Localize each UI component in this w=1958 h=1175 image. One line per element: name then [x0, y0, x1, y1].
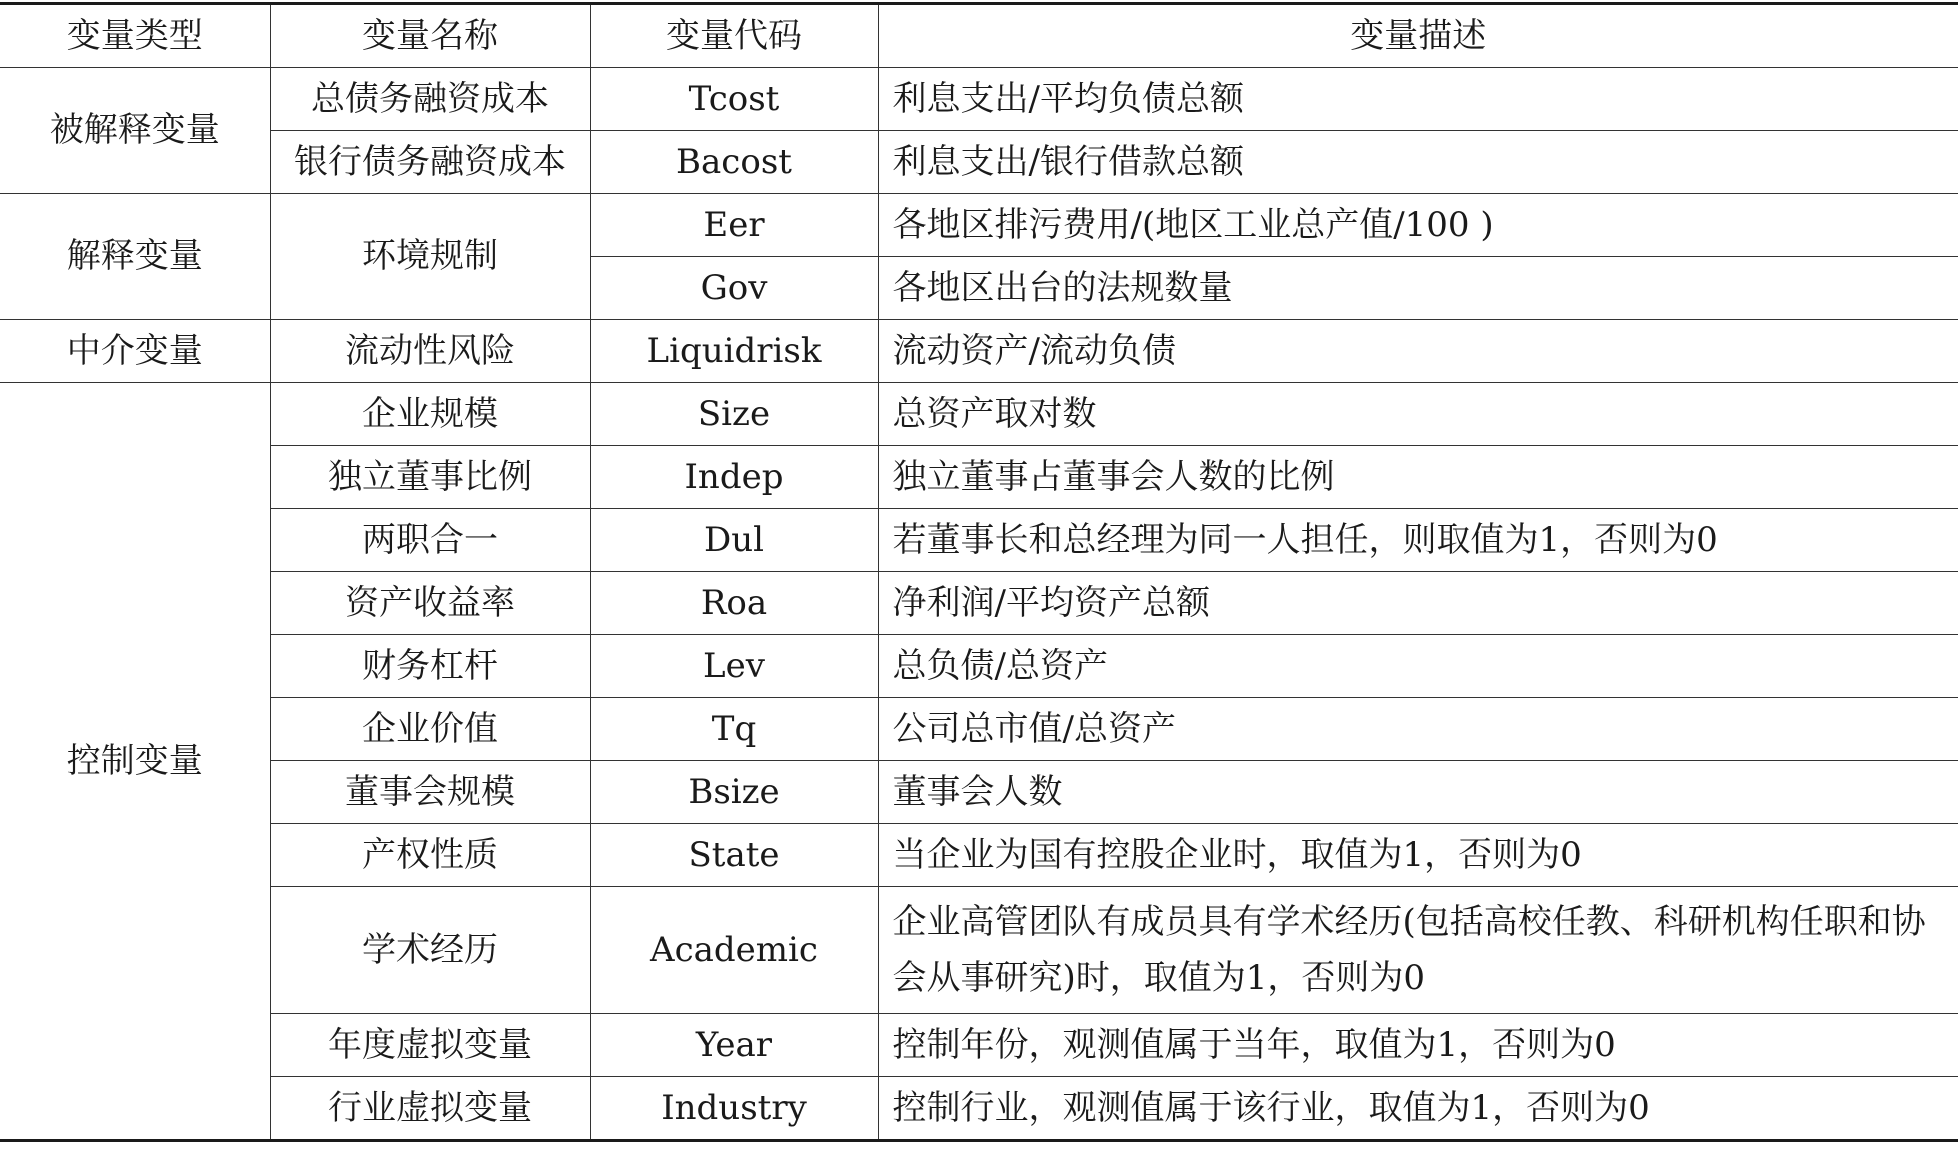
- variable-code: Roa: [590, 572, 878, 635]
- variable-description: 独立董事占董事会人数的比例: [878, 446, 1958, 509]
- variable-code: Dul: [590, 509, 878, 572]
- group-explanatory-variable: 解释变量: [0, 194, 270, 320]
- variable-code: Eer: [590, 194, 878, 257]
- variable-description: 公司总市值/总资产: [878, 698, 1958, 761]
- table-row: [0, 887, 1958, 1014]
- table-row: [0, 698, 1958, 761]
- group-dependent-variable: 被解释变量: [0, 68, 270, 194]
- variable-description: 若董事长和总经理为同一人担任，则取值为1，否则为0: [878, 509, 1958, 572]
- variable-description: 企业高管团队有成员具有学术经历(包括高校任教、科研机构任职和协会从事研究)时，取值为1，否则为0: [878, 887, 1958, 1014]
- variable-code: Bsize: [590, 761, 878, 824]
- table-row: [0, 824, 1958, 887]
- variable-description: 利息支出/平均负债总额: [878, 68, 1958, 131]
- variable-name: 环境规制: [270, 194, 590, 320]
- table-row: [0, 1077, 1958, 1141]
- table-row: [0, 194, 1958, 257]
- variable-description: 流动资产/流动负债: [878, 320, 1958, 383]
- table-row: [0, 320, 1958, 383]
- variable-description: 各地区排污费用/(地区工业总产值/100 ): [878, 194, 1958, 257]
- variable-code: Year: [590, 1014, 878, 1077]
- group-control-variable: 控制变量: [0, 383, 270, 1141]
- variable-description: 净利润/平均资产总额: [878, 572, 1958, 635]
- header-variable-code: 变量代码: [590, 4, 878, 68]
- variable-description: 利息支出/银行借款总额: [878, 131, 1958, 194]
- variable-code: Tcost: [590, 68, 878, 131]
- variable-name: 企业价值: [270, 698, 590, 761]
- header-variable-name: 变量名称: [270, 4, 590, 68]
- variable-name: 独立董事比例: [270, 446, 590, 509]
- variable-code: Gov: [590, 257, 878, 320]
- table-row: [0, 761, 1958, 824]
- variable-code: Indep: [590, 446, 878, 509]
- header-variable-description: 变量描述: [878, 4, 1958, 68]
- variable-description: 总负债/总资产: [878, 635, 1958, 698]
- variable-name: 两职合一: [270, 509, 590, 572]
- variable-code: Liquidrisk: [590, 320, 878, 383]
- variable-name: 资产收益率: [270, 572, 590, 635]
- table-row: [0, 1014, 1958, 1077]
- variable-name: 总债务融资成本: [270, 68, 590, 131]
- variable-description: 当企业为国有控股企业时，取值为1，否则为0: [878, 824, 1958, 887]
- variable-code: Bacost: [590, 131, 878, 194]
- variable-name: 行业虚拟变量: [270, 1077, 590, 1141]
- variable-description: 控制年份，观测值属于当年，取值为1，否则为0: [878, 1014, 1958, 1077]
- variable-code: Size: [590, 383, 878, 446]
- group-mediator-variable: 中介变量: [0, 320, 270, 383]
- variable-code: State: [590, 824, 878, 887]
- variable-code: Lev: [590, 635, 878, 698]
- header-variable-type: 变量类型: [0, 4, 270, 68]
- variable-name: 年度虚拟变量: [270, 1014, 590, 1077]
- variable-description: 控制行业，观测值属于该行业，取值为1，否则为0: [878, 1077, 1958, 1141]
- variable-name: 产权性质: [270, 824, 590, 887]
- variable-definition-table: [0, 2, 1958, 1142]
- variable-description: 各地区出台的法规数量: [878, 257, 1958, 320]
- variable-description: 董事会人数: [878, 761, 1958, 824]
- variable-code: Industry: [590, 1077, 878, 1141]
- table-row: [0, 572, 1958, 635]
- variable-name: 财务杠杆: [270, 635, 590, 698]
- table-row: [0, 383, 1958, 446]
- table-header-row: [0, 4, 1958, 68]
- variable-name: 银行债务融资成本: [270, 131, 590, 194]
- variable-code: Academic: [590, 887, 878, 1014]
- variable-name: 学术经历: [270, 887, 590, 1014]
- table-row: [0, 68, 1958, 131]
- variable-code: Tq: [590, 698, 878, 761]
- variable-name: 流动性风险: [270, 320, 590, 383]
- table-row: [0, 131, 1958, 194]
- variable-description: 总资产取对数: [878, 383, 1958, 446]
- variable-name: 董事会规模: [270, 761, 590, 824]
- variable-name: 企业规模: [270, 383, 590, 446]
- table-row: [0, 509, 1958, 572]
- table-row: [0, 635, 1958, 698]
- table-row: [0, 446, 1958, 509]
